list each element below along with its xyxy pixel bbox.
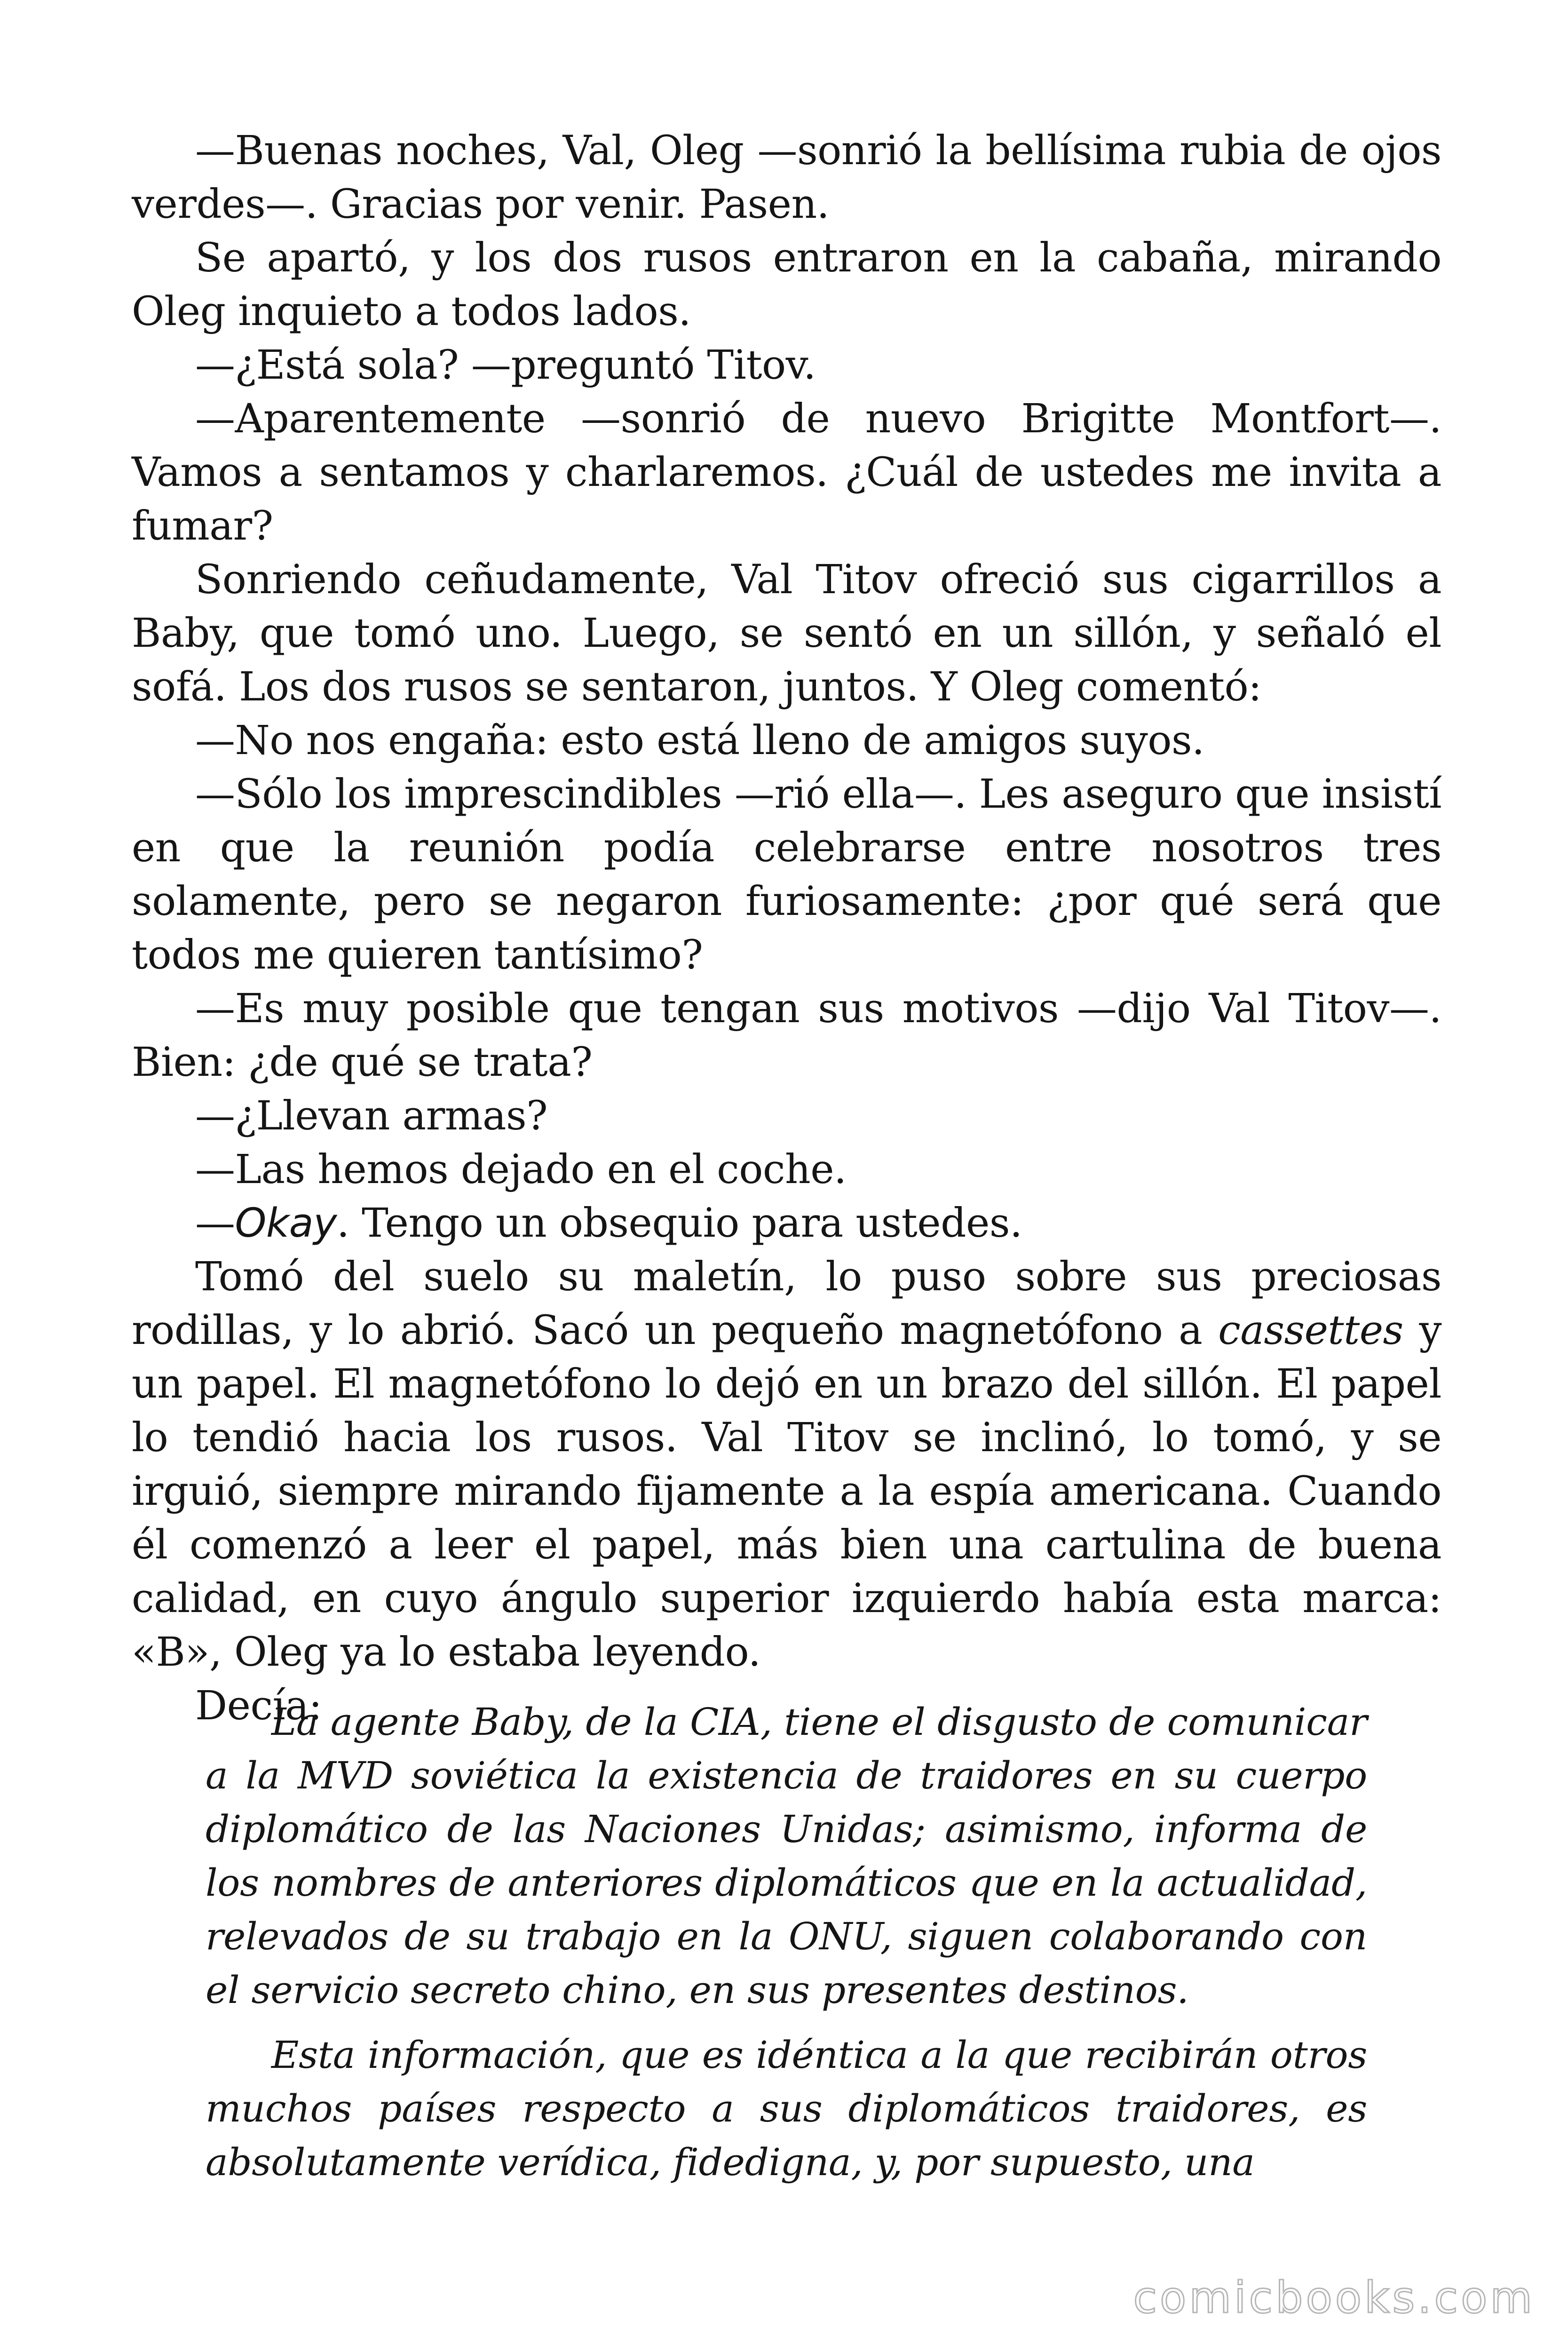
paragraph: Sonriendo ceñudamente, Val Titov ofreció sus cigarrillos a Baby, que tomó uno. Luego, se sentó en un sillón, y señaló el sofá. Los dos rusos se sentaron, juntos. Y Oleg comentó: [132,556,1441,710]
paragraph-rest: . Tengo un obsequio para ustedes. [337,1200,1022,1247]
paragraph: —No nos engaña: esto está lleno de amigos suyos. [195,717,1204,764]
paragraph [132,1197,1441,1250]
letter-quote [206,1695,1367,2201]
paragraph: Decía: [195,1683,322,1729]
paragraph [132,1250,1441,1679]
quote-paragraph: La agente Baby, de la CIA, tiene el disgusto de comunicar a la MVD soviética la existencia de traidores en su cuerpo diplomático de las Naciones Unidas; asimismo, informa de los nombres de anteriores diplomáticos que en la actualidad, relevados de su trabajo en la ONU, siguen colaborando con el servicio secreto chino, en sus presentes destinos. [206,1700,1367,2012]
paragraph: —Aparentemente —sonrió de nuevo Brigitte Montfort—. Vamos a sentamos y charlaremos. ¿Cuál de ustedes me invita a fumar? [132,396,1441,549]
dash: — [195,1200,235,1247]
paragraph: —Es muy posible que tengan sus motivos —dijo Val Titov—. Bien: ¿de qué se trata? [132,985,1441,1086]
paragraph: —¿Está sola? —preguntó Titov. [195,342,816,389]
paragraph: —¿Llevan armas? [195,1093,548,1139]
paragraph-start: Tomó del suelo su maletín, lo puso sobre sus preciosas rodillas, y lo abrió. Sacó un pequeño magnetófono a [132,1254,1441,1354]
emphasis: cassettes [1218,1307,1403,1354]
paragraph: —Las hemos dejado en el coche. [195,1146,847,1193]
site-watermark: comicbooks.com [1133,2273,1535,2323]
paragraph-rest: y un papel. El magnetófono lo dejó en un brazo del sillón. El papel lo tendió hacia los rusos. Val Titov se inclinó, lo tomó, y se irguió, siempre mirando fijamente a la espía americana. Cuando él comenzó a leer el papel, más bien una cartulina de buena calidad, en cuyo ángulo superior izquierdo había esta marca: «B», Oleg ya lo estaba leyendo. [132,1307,1441,1676]
emphasis: Okay [235,1200,337,1247]
paragraph: —Buenas noches, Val, Oleg —sonrió la bellísima rubia de ojos verdes—. Gracias por venir. Pasen. [132,127,1441,228]
paragraph: —Sólo los imprescindibles —rió ella—. Les aseguro que insistí en que la reunión podía celebrarse entre nosotros tres solamente, pero se negaron furiosamente: ¿por qué será que todos me quieren tantísimo? [132,771,1441,978]
narrative-text [132,124,1441,1733]
paragraph: Se apartó, y los dos rusos entraron en la cabaña, mirando Oleg inquieto a todos lados. [132,235,1441,335]
quote-paragraph: Esta información, que es idéntica a la que recibirán otros muchos países respecto a sus diplomáticos traidores, es absolutamente verídica, fidedigna, y, por supuesto, una [206,2033,1367,2184]
